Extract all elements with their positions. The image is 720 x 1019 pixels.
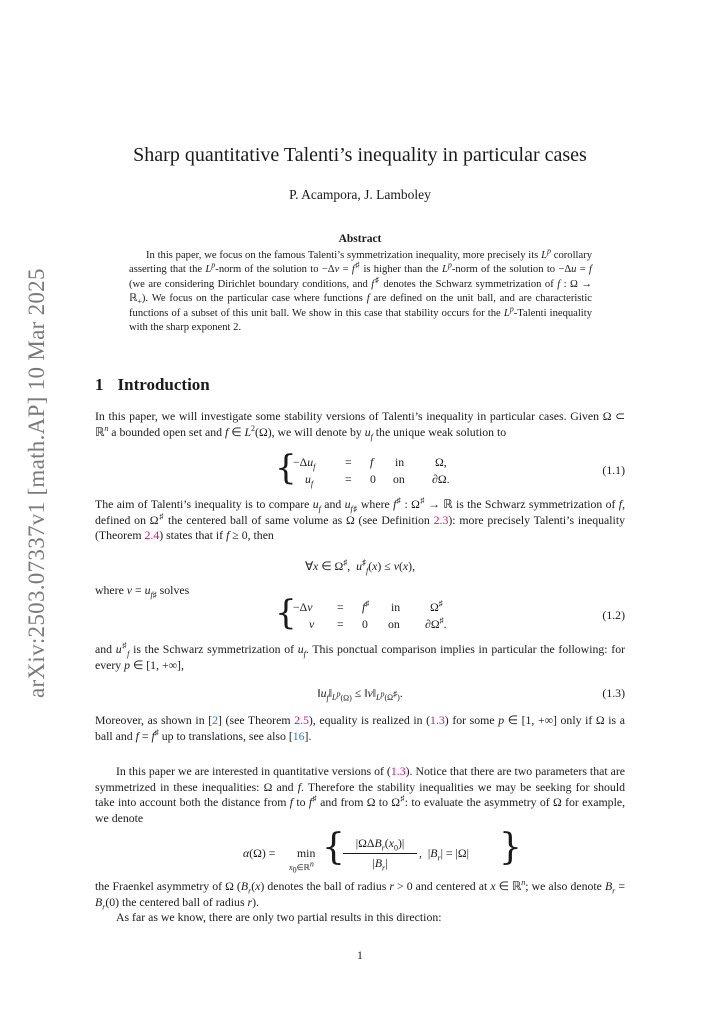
- page-number: 1: [357, 948, 363, 962]
- equation-pointwise: ∀x ∈ Ω♯, $u^♯_f(x) \le v(x)$,: [304, 558, 416, 576]
- equation-fraenkel: α(Ω) = min $x_0\in ℝ^n$ { $|\Omega\Delta B_r(x_0)|$ $|B_r|$ , $|B_r| = |\Omega|$ }: [243, 827, 522, 875]
- equation-1-2: { −Δv = f♯ in Ω♯ v = 0 on ∂Ω♯. (1.2): [275, 593, 625, 633]
- equation-1-3: $‖u_f‖_{L^p(\Omega)}$ ≤ $‖v‖_{L^p(\Omega^♯)}$. (1.3): [317, 686, 625, 703]
- arxiv-identifier-stamp: arXiv:2503.07337v1 [math.AP] 10 Mar 2025: [24, 268, 49, 698]
- citation-link[interactable]: 16: [292, 728, 305, 743]
- paragraph-schwarz: and $u^♯_f$ is the Schwarz symmetrization of $u_f$. This ponctual comparison implies in particular the following: for every p ∈ [1, +∞],: [95, 641, 626, 672]
- paragraph-equality: Moreover, as shown in [2] (see Theorem 2.5), equality is realized in (1.3) for some p ∈ [1, +∞] only if Ω is a ball and f = f♯ up to translations, see also [16].: [95, 713, 625, 743]
- citation-link[interactable]: 2: [212, 713, 219, 727]
- equation-link[interactable]: 1.3: [430, 713, 445, 727]
- equation-link[interactable]: 1.3: [390, 764, 406, 778]
- equation-label: (1.2): [602, 608, 625, 622]
- equation-label: (1.3): [602, 686, 625, 700]
- theorem-link[interactable]: 2.5: [294, 713, 309, 727]
- section-heading: [95, 375, 210, 395]
- paper-authors: P. Acampora, J. Lamboley: [289, 187, 431, 202]
- paragraph-intro: In this paper, we will investigate some stability versions of Talenti’s inequality in particular cases. Given Ω ⊂ ℝ$^n$ a bounded open set and f ∈ $L^2(\Omega)$, we will denote by $u_f$ the unique weak solution to: [95, 409, 625, 441]
- equation-1-1: { $-\Delta u_f$ = f in Ω, $u_f$ = 0 on ∂Ω. (1.1): [275, 448, 625, 489]
- paragraph-where: where $v = u_{f♯}$ solves: [95, 583, 190, 600]
- paragraph-talenti: The aim of Talenti’s inequality is to compare $u_f$ and $u_{f♯}$ where f♯ : Ω♯ → ℝ is the Schwarz symmetrization of f, defined on Ω♯ the centered ball of same volume as Ω (see Definition 2.3): more precisely Talenti’s inequality (Theorem 2.4) states that if f ≥ 0, then: [95, 496, 626, 542]
- section-number: 1: [95, 375, 104, 394]
- paragraph-asymmetry: the Fraenkel asymmetry of Ω ($B_r(x)$ denotes the ball of radius r > 0 and centered at x ∈ ℝ$^n$; we also denote $B_r = B_r(0)$ the centered ball of radius r). As far as we know, there are only two partial results in this direction:: [95, 878, 625, 924]
- paper-title: Sharp quantitative Talenti’s inequality in particular cases: [133, 144, 587, 166]
- abstract-heading: Abstract: [338, 233, 382, 245]
- paragraph-quantitative: In this paper we are interested in quantitative versions of (1.3). Notice that there are two parameters that are symmetrized in these inequalities: Ω and f. Therefore the stability inequalities we may be seeking for should take into account both the distance from f to f♯ and from Ω to Ω♯: to evaluate the asymmetry of Ω for example, we denote: [95, 764, 626, 825]
- theorem-link[interactable]: 2.4: [144, 528, 160, 542]
- section-title: Introduction: [117, 375, 210, 394]
- definition-link[interactable]: 2.3: [433, 512, 449, 527]
- equation-label: (1.1): [602, 463, 625, 477]
- abstract-body: In this paper, we focus on the famous Talenti’s symmetrization inequality, more precisely its $L^p$ corollary asserting that the $L^p$-norm of the solution to −Δv = f♯ is higher than the $L^p$-norm of the solution to −Δu = f (we are considering Dirichlet boundary conditions, and f♯ denotes the Schwarz symmetrization of f : Ω → ℝ$_+$). We focus on the particular case where functions f are defined on the unit ball, and are characteristic functions of a subset of this unit ball. We show in this case that stability occurs for the $L^p$-Talenti inequality with the sharp exponent 2.: [129, 246, 592, 334]
